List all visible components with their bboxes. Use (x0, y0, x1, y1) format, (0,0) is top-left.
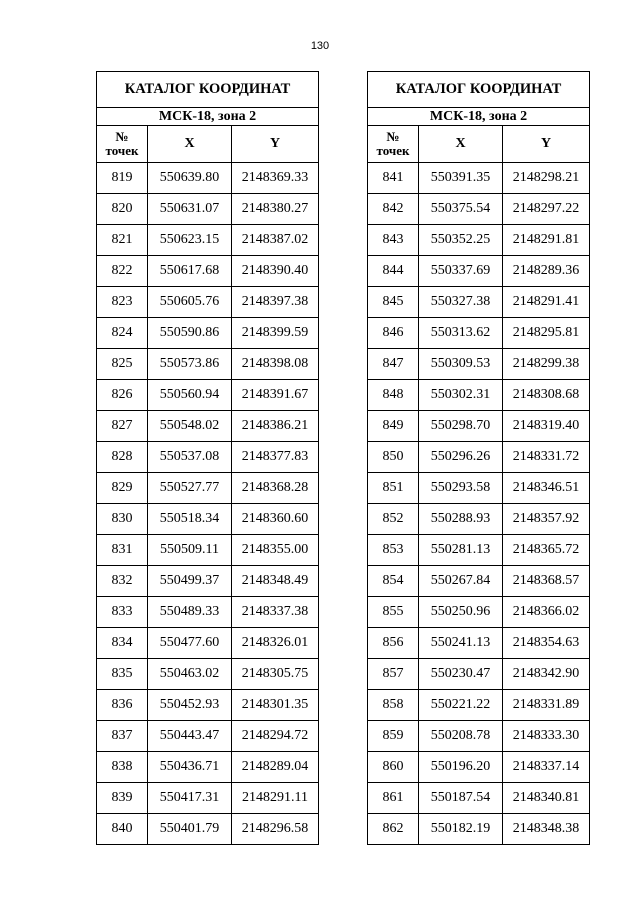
point-number-header-symbol: № (386, 129, 400, 144)
table-row (368, 194, 590, 225)
point-number: 828 (97, 442, 148, 473)
x-coordinate: 550293.58 (419, 473, 503, 504)
y-coordinate: 2148390.40 (232, 256, 319, 287)
table-row (97, 783, 319, 814)
table-row (97, 318, 319, 349)
x-coordinate: 550182.19 (419, 814, 503, 845)
point-number-header-word: точек (105, 143, 139, 158)
coordinate-catalog-left (96, 71, 319, 845)
y-coordinate: 2148296.58 (232, 814, 319, 845)
y-coordinate: 2148354.63 (503, 628, 590, 659)
x-coordinate: 550337.69 (419, 256, 503, 287)
x-coordinate: 550573.86 (148, 349, 232, 380)
point-number: 837 (97, 721, 148, 752)
point-number: 827 (97, 411, 148, 442)
point-number-header (368, 126, 419, 163)
y-coordinate: 2148398.08 (232, 349, 319, 380)
table-row (368, 163, 590, 194)
table-row (97, 814, 319, 845)
x-coordinate: 550230.47 (419, 659, 503, 690)
y-column-header: Y (503, 126, 590, 163)
point-number: 862 (368, 814, 419, 845)
x-coordinate: 550196.20 (419, 752, 503, 783)
y-coordinate: 2148357.92 (503, 504, 590, 535)
y-coordinate: 2148299.38 (503, 349, 590, 380)
x-coordinate: 550548.02 (148, 411, 232, 442)
y-coordinate: 2148305.75 (232, 659, 319, 690)
y-coordinate: 2148365.72 (503, 535, 590, 566)
x-coordinate: 550527.77 (148, 473, 232, 504)
table-row (368, 442, 590, 473)
point-number: 860 (368, 752, 419, 783)
y-coordinate: 2148308.68 (503, 380, 590, 411)
table-row (368, 473, 590, 504)
x-coordinate: 550436.71 (148, 752, 232, 783)
point-number: 851 (368, 473, 419, 504)
x-coordinate: 550560.94 (148, 380, 232, 411)
point-number: 843 (368, 225, 419, 256)
x-coordinate: 550327.38 (419, 287, 503, 318)
table-row (97, 349, 319, 380)
table-row (368, 504, 590, 535)
point-number: 829 (97, 473, 148, 504)
table-row (97, 752, 319, 783)
x-coordinate: 550537.08 (148, 442, 232, 473)
x-coordinate: 550499.37 (148, 566, 232, 597)
y-coordinate: 2148386.21 (232, 411, 319, 442)
x-coordinate: 550463.02 (148, 659, 232, 690)
point-number-header-symbol: № (115, 129, 129, 144)
table-row (97, 225, 319, 256)
point-number: 826 (97, 380, 148, 411)
y-coordinate: 2148368.57 (503, 566, 590, 597)
point-number: 847 (368, 349, 419, 380)
y-coordinate: 2148291.11 (232, 783, 319, 814)
y-coordinate: 2148326.01 (232, 628, 319, 659)
x-coordinate: 550208.78 (419, 721, 503, 752)
point-number: 821 (97, 225, 148, 256)
y-coordinate: 2148366.02 (503, 597, 590, 628)
page-number: 130 (310, 40, 330, 52)
point-number: 819 (97, 163, 148, 194)
table-row (368, 752, 590, 783)
y-coordinate: 2148337.14 (503, 752, 590, 783)
point-number: 830 (97, 504, 148, 535)
table-row (97, 690, 319, 721)
point-number: 839 (97, 783, 148, 814)
y-coordinate: 2148377.83 (232, 442, 319, 473)
x-coordinate: 550309.53 (419, 349, 503, 380)
y-coordinate: 2148348.49 (232, 566, 319, 597)
y-coordinate: 2148319.40 (503, 411, 590, 442)
x-coordinate: 550639.80 (148, 163, 232, 194)
x-coordinate: 550313.62 (419, 318, 503, 349)
x-coordinate: 550605.76 (148, 287, 232, 318)
y-coordinate: 2148340.81 (503, 783, 590, 814)
table-row (368, 721, 590, 752)
table-row (97, 597, 319, 628)
x-coordinate: 550221.22 (419, 690, 503, 721)
x-column-header: X (148, 126, 232, 163)
y-coordinate: 2148289.04 (232, 752, 319, 783)
coordinate-system-subtitle: МСК-18, зона 2 (97, 108, 319, 126)
table-row (368, 597, 590, 628)
x-coordinate: 550623.15 (148, 225, 232, 256)
x-coordinate: 550452.93 (148, 690, 232, 721)
y-column-header: Y (232, 126, 319, 163)
point-number-header-word: точек (376, 143, 410, 158)
point-number: 840 (97, 814, 148, 845)
table-row (368, 783, 590, 814)
y-coordinate: 2148295.81 (503, 318, 590, 349)
point-number: 854 (368, 566, 419, 597)
table-row (97, 473, 319, 504)
table-row (368, 814, 590, 845)
point-number: 857 (368, 659, 419, 690)
y-coordinate: 2148331.72 (503, 442, 590, 473)
y-coordinate: 2148399.59 (232, 318, 319, 349)
y-coordinate: 2148368.28 (232, 473, 319, 504)
y-coordinate: 2148289.36 (503, 256, 590, 287)
x-coordinate: 550631.07 (148, 194, 232, 225)
y-coordinate: 2148331.89 (503, 690, 590, 721)
table-row (368, 566, 590, 597)
point-number: 856 (368, 628, 419, 659)
y-coordinate: 2148294.72 (232, 721, 319, 752)
x-coordinate: 550298.70 (419, 411, 503, 442)
table-row (368, 287, 590, 318)
point-number: 842 (368, 194, 419, 225)
point-number: 841 (368, 163, 419, 194)
x-coordinate: 550477.60 (148, 628, 232, 659)
coordinate-catalog-right (367, 71, 590, 845)
point-number: 825 (97, 349, 148, 380)
point-number: 859 (368, 721, 419, 752)
x-coordinate: 550617.68 (148, 256, 232, 287)
point-number: 820 (97, 194, 148, 225)
table-row (97, 287, 319, 318)
y-coordinate: 2148348.38 (503, 814, 590, 845)
y-coordinate: 2148397.38 (232, 287, 319, 318)
x-coordinate: 550187.54 (419, 783, 503, 814)
point-number: 833 (97, 597, 148, 628)
table-row (97, 504, 319, 535)
x-coordinate: 550375.54 (419, 194, 503, 225)
point-number: 850 (368, 442, 419, 473)
x-coordinate: 550509.11 (148, 535, 232, 566)
catalog-title: КАТАЛОГ КООРДИНАТ (368, 72, 590, 108)
x-coordinate: 550267.84 (419, 566, 503, 597)
point-number: 835 (97, 659, 148, 690)
table-row (368, 535, 590, 566)
table-row (368, 256, 590, 287)
y-coordinate: 2148360.60 (232, 504, 319, 535)
point-number: 846 (368, 318, 419, 349)
y-coordinate: 2148291.81 (503, 225, 590, 256)
x-coordinate: 550489.33 (148, 597, 232, 628)
y-coordinate: 2148298.21 (503, 163, 590, 194)
x-coordinate: 550352.25 (419, 225, 503, 256)
point-number: 823 (97, 287, 148, 318)
table-row (368, 380, 590, 411)
table-row (97, 380, 319, 411)
y-coordinate: 2148380.27 (232, 194, 319, 225)
x-coordinate: 550590.86 (148, 318, 232, 349)
point-number: 824 (97, 318, 148, 349)
point-number: 858 (368, 690, 419, 721)
point-number: 852 (368, 504, 419, 535)
x-coordinate: 550296.26 (419, 442, 503, 473)
x-coordinate: 550417.31 (148, 783, 232, 814)
y-coordinate: 2148369.33 (232, 163, 319, 194)
table-row (368, 225, 590, 256)
table-row (368, 349, 590, 380)
y-coordinate: 2148346.51 (503, 473, 590, 504)
x-coordinate: 550281.13 (419, 535, 503, 566)
y-coordinate: 2148387.02 (232, 225, 319, 256)
table-row (368, 628, 590, 659)
table-row (368, 318, 590, 349)
x-coordinate: 550302.31 (419, 380, 503, 411)
y-coordinate: 2148355.00 (232, 535, 319, 566)
point-number: 832 (97, 566, 148, 597)
point-number: 838 (97, 752, 148, 783)
point-number: 848 (368, 380, 419, 411)
y-coordinate: 2148297.22 (503, 194, 590, 225)
x-coordinate: 550250.96 (419, 597, 503, 628)
table-row (97, 442, 319, 473)
table-row (97, 721, 319, 752)
point-number: 849 (368, 411, 419, 442)
table-row (368, 659, 590, 690)
point-number: 834 (97, 628, 148, 659)
coordinate-system-subtitle: МСК-18, зона 2 (368, 108, 590, 126)
y-coordinate: 2148291.41 (503, 287, 590, 318)
table-row (97, 411, 319, 442)
table-row (97, 566, 319, 597)
table-row (97, 628, 319, 659)
table-row (97, 256, 319, 287)
table-row (97, 194, 319, 225)
point-number: 844 (368, 256, 419, 287)
x-coordinate: 550401.79 (148, 814, 232, 845)
point-number-header (97, 126, 148, 163)
x-column-header: X (419, 126, 503, 163)
point-number: 836 (97, 690, 148, 721)
table-row (368, 411, 590, 442)
table-row (97, 659, 319, 690)
y-coordinate: 2148342.90 (503, 659, 590, 690)
catalog-title: КАТАЛОГ КООРДИНАТ (97, 72, 319, 108)
point-number: 855 (368, 597, 419, 628)
point-number: 822 (97, 256, 148, 287)
x-coordinate: 550518.34 (148, 504, 232, 535)
point-number: 853 (368, 535, 419, 566)
table-row (97, 535, 319, 566)
point-number: 845 (368, 287, 419, 318)
x-coordinate: 550391.35 (419, 163, 503, 194)
y-coordinate: 2148391.67 (232, 380, 319, 411)
x-coordinate: 550288.93 (419, 504, 503, 535)
table-row (368, 690, 590, 721)
y-coordinate: 2148337.38 (232, 597, 319, 628)
y-coordinate: 2148301.35 (232, 690, 319, 721)
y-coordinate: 2148333.30 (503, 721, 590, 752)
x-coordinate: 550443.47 (148, 721, 232, 752)
table-row (97, 163, 319, 194)
x-coordinate: 550241.13 (419, 628, 503, 659)
point-number: 831 (97, 535, 148, 566)
point-number: 861 (368, 783, 419, 814)
